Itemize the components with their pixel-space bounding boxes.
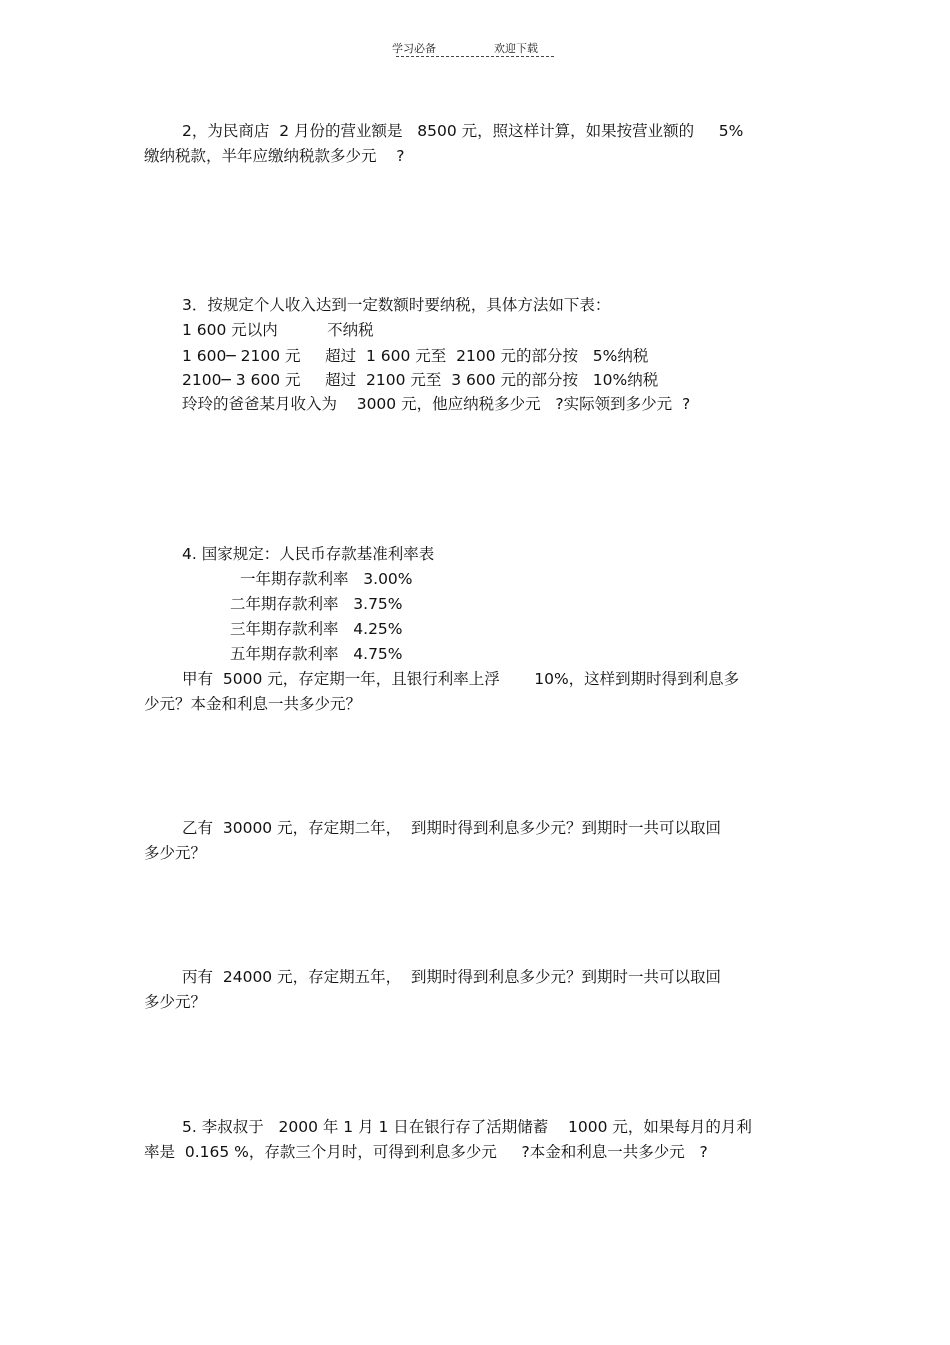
q4-a-line-1: 甲有 5000 元，存定期一年，且银行利率上浮 10%，这样到期时得到利息多 xyxy=(182,670,740,688)
q4-b-line-1: 乙有 30000 元，存定期二年， 到期时得到利息多少元？到期时一共可以取回 xyxy=(182,819,721,837)
q4-c-line-1: 丙有 24000 元，存定期五年， 到期时得到利息多少元？到期时一共可以取回 xyxy=(182,968,721,986)
header-dashed-rule xyxy=(396,56,554,57)
q4-rate-4: 五年期存款利率 4.75% xyxy=(230,645,403,663)
q3-row-2: 1 600─ 2100 元 超过 1 600 元至 2100 元的部分按 5%纳税 xyxy=(182,347,649,365)
q3-intro: 3．按规定个人收入达到一定数额时要纳税，具体方法如下表： xyxy=(182,296,611,314)
q2-line-2: 缴纳税款，半年应缴纳税款多少元 ? xyxy=(144,147,405,165)
q3-row-3: 2100─ 3 600 元 超过 2100 元至 3 600 元的部分按 10%纳税 xyxy=(182,371,659,389)
header-right-text: 欢迎下载 xyxy=(494,42,538,55)
q4-a-line-2: 少元？本金和利息一共多少元？ xyxy=(144,695,362,713)
q4-rate-2: 二年期存款利率 3.75% xyxy=(230,595,403,613)
q3-question: 玲玲的爸爸某月收入为 3000 元，他应纳税多少元 ?实际领到多少元 ? xyxy=(182,395,691,413)
q4-c-line-2: 多少元？ xyxy=(144,993,207,1011)
q5-line-2: 率是 0.165 %，存款三个月时，可得到利息多少元 ?本金和利息一共多少元 ? xyxy=(144,1143,708,1161)
header-left-text: 学习必备 xyxy=(392,42,436,55)
q4-rate-1: 一年期存款利率 3.00% xyxy=(240,570,413,588)
q5-line-1: 5. 李叔叔于 2000 年 1 月 1 日在银行存了活期储蓄 1000 元，如果每月的月利 xyxy=(182,1118,752,1136)
q4-rate-3: 三年期存款利率 4.25% xyxy=(230,620,403,638)
q4-title: 4. 国家规定：人民币存款基准利率表 xyxy=(182,545,435,563)
q4-b-line-2: 多少元？ xyxy=(144,844,207,862)
q2-line-1: 2，为民商店 2 月份的营业额是 8500 元，照这样计算，如果按营业额的 5% xyxy=(182,122,744,140)
page-header xyxy=(392,40,538,56)
q3-row-1: 1 600 元以内 不纳税 xyxy=(182,321,374,339)
